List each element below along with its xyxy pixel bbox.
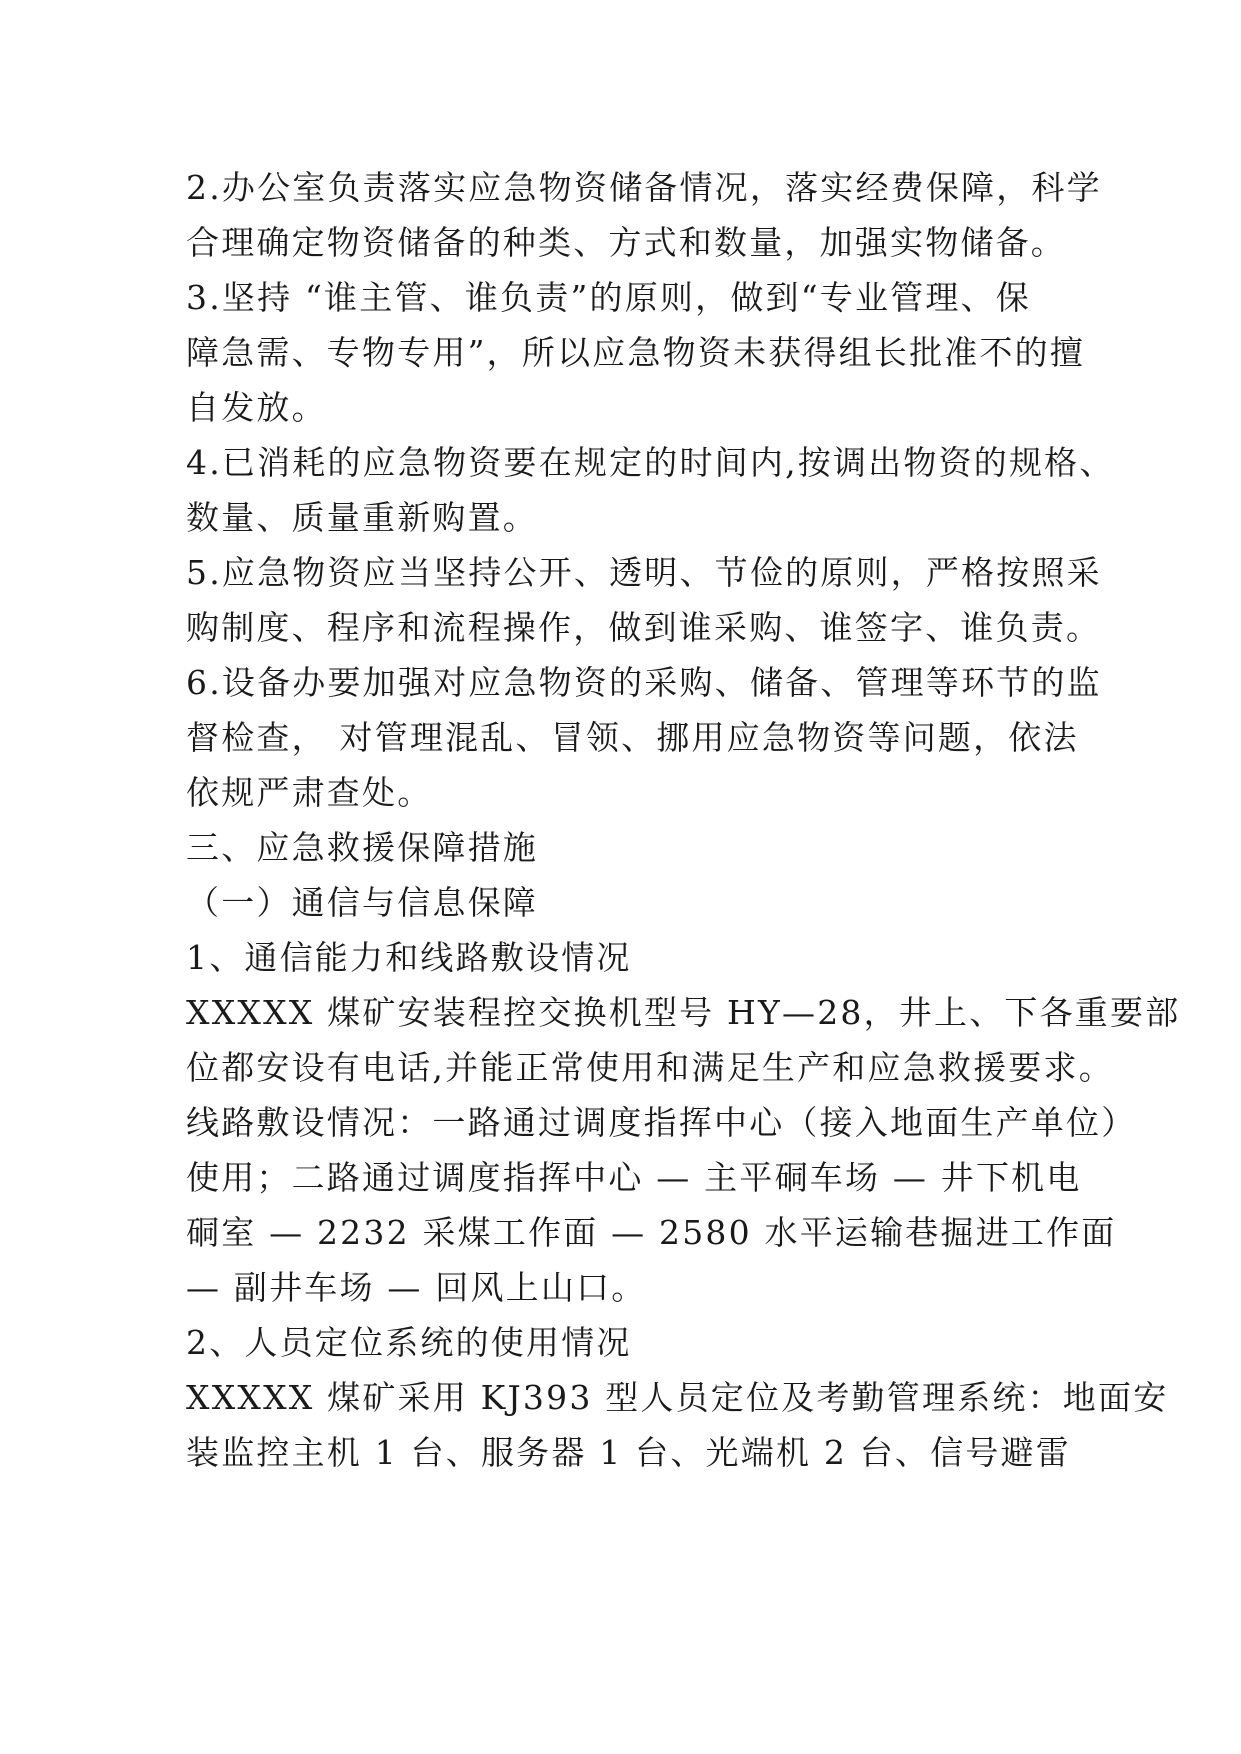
text-line: 数量、质量重新购置。 xyxy=(186,498,538,537)
text-line: 3.坚持 “谁主管、谁负责”的原则，做到“专业管理、保 xyxy=(186,278,1031,317)
text-line: XXXXX 煤矿采用 KJ393 型人员定位及考勤管理系统：地面安 xyxy=(186,1378,1169,1417)
text-line: 4.已消耗的应急物资要在规定的时间内,按调出物资的规格、 xyxy=(186,443,1115,482)
subsection-heading: （一）通信与信息保障 xyxy=(186,883,538,922)
item-heading: 2、人员定位系统的使用情况 xyxy=(186,1323,632,1362)
text-line: 使用；二路通过调度指挥中心 — 主平硐车场 — 井下机电 xyxy=(186,1158,1082,1197)
text-line: 障急需、专物专用”，所以应急物资未获得组长批准不的擅 xyxy=(186,333,1086,372)
text-line: 位都安设有电话,并能正常使用和满足生产和应急救援要求。 xyxy=(186,1048,1114,1087)
text-line: 合理确定物资储备的种类、方式和数量，加强实物储备。 xyxy=(186,223,1066,262)
text-line: 线路敷设情况：一路通过调度指挥中心（接入地面生产单位） xyxy=(186,1103,1137,1142)
text-line: 2.办公室负责落实应急物资储备情况，落实经费保障，科学 xyxy=(186,168,1102,207)
text-line: XXXXX 煤矿安装程控交换机型号 HY—28，井上、下各重要部 xyxy=(186,993,1181,1032)
text-line: 6.设备办要加强对应急物资的采购、储备、管理等环节的监 xyxy=(186,663,1102,702)
text-line: 依规严肃查处。 xyxy=(186,773,433,812)
text-line: 购制度、程序和流程操作，做到谁采购、谁签字、谁负责。 xyxy=(186,608,1102,647)
item-heading: 1、通信能力和线路敷设情况 xyxy=(186,938,632,977)
text-line: 自发放。 xyxy=(186,388,327,427)
text-line: 硐室 — 2232 采煤工作面 — 2580 水平运输巷掘进工作面 xyxy=(186,1213,1117,1252)
text-line: 装监控主机 1 台、服务器 1 台、光端机 2 台、信号避雷 xyxy=(186,1433,1071,1472)
section-heading: 三、应急救援保障措施 xyxy=(186,828,538,867)
text-line: — 副井车场 — 回风上山口。 xyxy=(186,1268,647,1307)
text-line: 5.应急物资应当坚持公开、透明、节俭的原则，严格按照采 xyxy=(186,553,1102,592)
text-line: 督检查， 对管理混乱、冒领、挪用应急物资等问题，依法 xyxy=(186,718,1079,757)
